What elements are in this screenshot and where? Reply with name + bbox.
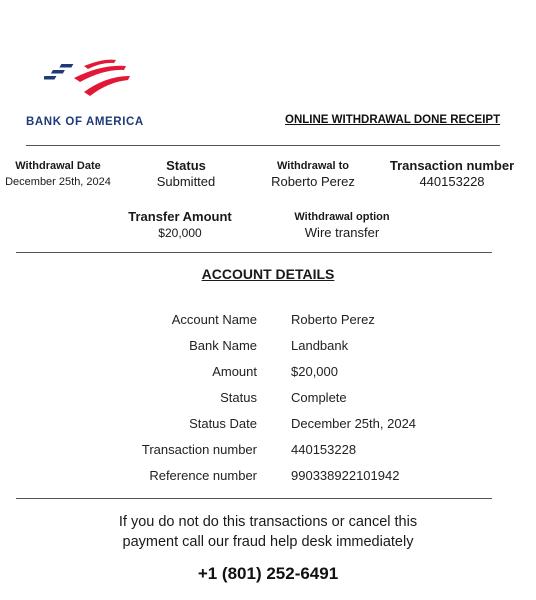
withdrawal-option-cell [294, 211, 389, 240]
receipt-title: ONLINE WITHDRAWAL DONE RECEIPT [285, 114, 501, 126]
fraud-helpdesk-phone: +1 (801) 252-6491 [197, 564, 339, 583]
fraud-warning-line-2: payment call our fraud help desk immediately [122, 534, 414, 550]
row-value-status-date: December 25th, 2024 [291, 416, 417, 431]
transfer-amount-value: $20,000 [158, 226, 202, 240]
withdrawal-date-value: December 25th, 2024 [5, 176, 111, 188]
transaction-number-label: Transaction number [389, 158, 515, 173]
withdrawal-to-label: Withdrawal to [276, 160, 350, 172]
status-cell [157, 158, 216, 189]
row-value-bank-name: Landbank [291, 338, 349, 353]
row-label-bank-name: Bank Name [189, 338, 257, 353]
fraud-warning-line-1: If you do not do this transactions or cancel this [118, 514, 418, 530]
row-value-status: Complete [291, 390, 347, 405]
row-label-transaction-number: Transaction number [141, 442, 257, 457]
bank-logo-icon [44, 56, 136, 108]
details-divider [16, 498, 492, 499]
withdrawal-option-label: Withdrawal option [294, 211, 390, 223]
row-label-reference-number: Reference number [149, 468, 257, 483]
withdrawal-date-label: Withdrawal Date [15, 160, 101, 172]
withdrawal-to-value: Roberto Perez [271, 174, 355, 189]
transfer-amount-cell [128, 209, 232, 240]
brand-name: BANK OF AMERICA [26, 116, 144, 128]
account-details-title: ACCOUNT DETAILS [201, 266, 335, 282]
status-label: Status [166, 158, 206, 173]
transfer-amount-label: Transfer Amount [128, 209, 232, 224]
row-label-account-name: Account Name [171, 312, 257, 327]
row-label-amount: Amount [212, 364, 257, 379]
transaction-number-cell [390, 158, 514, 189]
status-value: Submitted [156, 174, 216, 189]
transaction-number-value: 440153228 [419, 174, 485, 189]
row-value-transaction-number: 440153228 [291, 442, 357, 457]
row-value-amount: $20,000 [291, 364, 338, 379]
row-label-status-date: Status Date [189, 416, 257, 431]
summary-divider [16, 252, 492, 253]
withdrawal-to-cell [271, 160, 355, 189]
header-divider [26, 145, 500, 146]
row-value-account-name: Roberto Perez [291, 312, 375, 327]
row-value-reference-number: 990338922101942 [291, 468, 400, 483]
row-label-status: Status [220, 390, 257, 405]
fraud-warning-message [0, 512, 536, 552]
withdrawal-date-cell [5, 160, 111, 188]
withdrawal-option-value: Wire transfer [304, 225, 380, 240]
